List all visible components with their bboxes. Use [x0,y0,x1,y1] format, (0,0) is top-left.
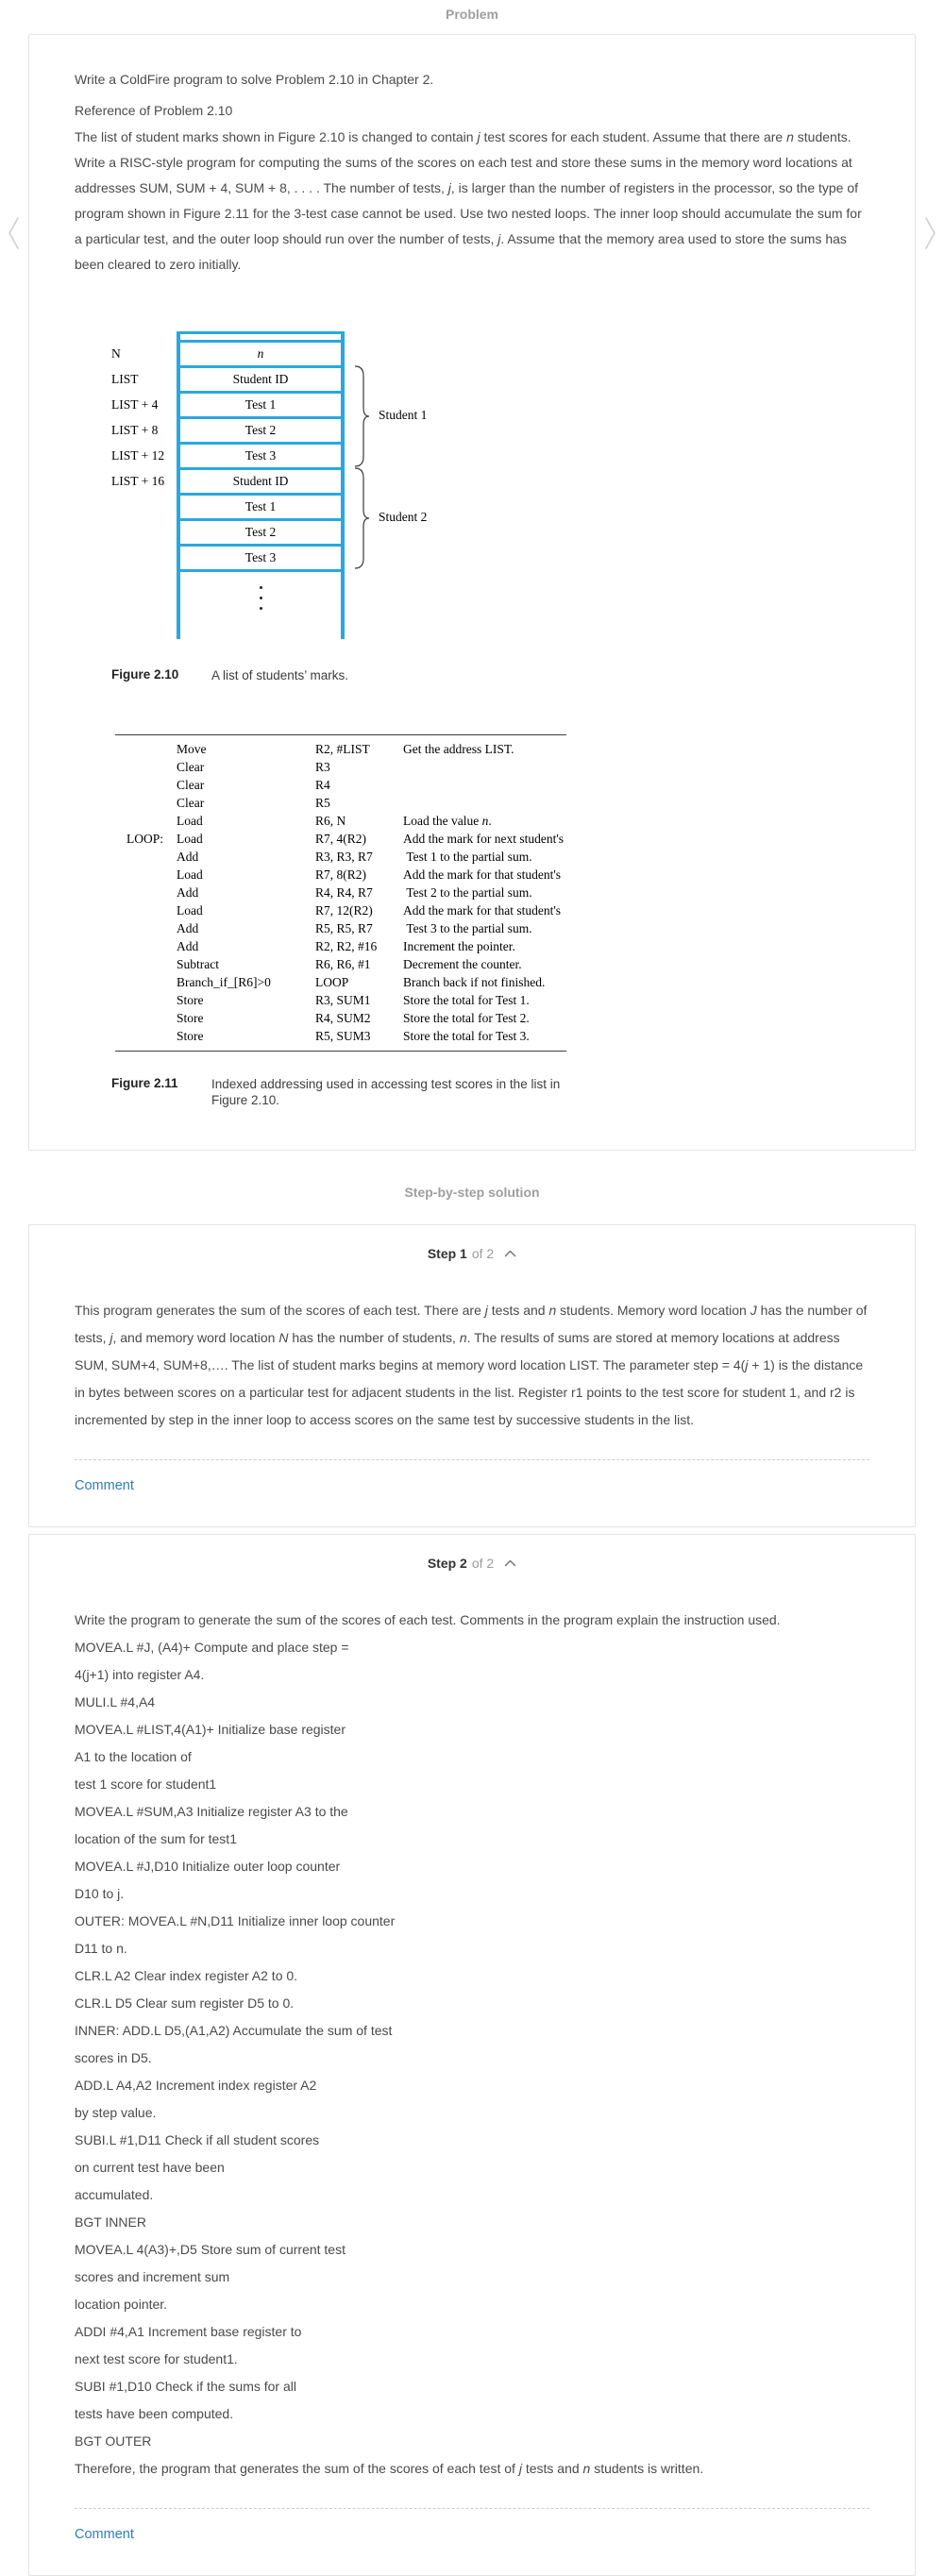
code-operands: R7, 4(R2) [315,832,366,846]
problem-section-title: Problem [445,7,498,22]
code-mnemonic: Add [177,885,199,900]
memory-cell: n [177,340,345,365]
solution-line: BGT INNER [75,2214,146,2230]
code-operands: R5, SUM3 [315,1029,371,1043]
solution-line: D10 to j. [75,1886,125,1901]
problem-body: The list of student marks shown in Figure 2.10 is changed to contain j test scores for each student. Assume that there are n students. Write a RISC-style program for computing the sums of the scores on each test and store these sums in the memory word locations at addresses SUM, SUM + 4, SUM + 8, . . . . The number of tests, j, is larger than the number of registers in the processor, so the type of program shown in Figure 2.11 for the 3-test case cannot be used. Use two nested loops. The inner loop should accumulate the sum for a particular test, and the outer loop should run over the number of tests, j. Assume that the memory area used to store the sums has been cleared to zero initially. [75,129,862,272]
solution-line: D11 to n. [75,1941,127,1956]
code-comment [403,794,566,812]
memory-cell: Test 2 [177,416,345,442]
code-comment: Decrement the counter. [403,957,522,971]
memory-address-label: LIST [111,372,139,386]
code-operands: LOOP [315,975,349,989]
code-comment: Store the total for Test 1. [403,993,530,1007]
solution-line: test 1 score for student1 [75,1776,217,1792]
code-operands: R2, R2, #16 [315,939,378,953]
student1-label: Student 1 [379,408,428,422]
code-row [115,919,566,937]
code-label [115,740,177,758]
step1-body: This program generates the sum of the scores of each test. There are j tests and n students. Memory word location J has the number of tests, j, and memory word location N has the number of students, n. The results of sums are stored at memory locations at address SUM, SUM+4, SUM+8,…. The list of student marks begins at memory word location LIST. The parameter step = 4(j + 1) is the distance in bytes between scores on a particular test for adjacent students in the list. Register r1 points to the test score for student 1, and r2 is incremented by step in the inner loop to access scores on the same test by successive students in the list. [75,1303,868,1427]
solution-line: SUBI #1,D10 Check if the sums for all [75,2379,296,2394]
solution-line: on current test have been [75,2160,225,2175]
memory-address-label [111,518,177,544]
solution-line: INNER: ADD.L D5,(A1,A2) Accumulate the sum of test [75,2023,393,2038]
memory-row [111,518,640,544]
code-mnemonic: Clear [177,778,205,792]
memory-row [111,391,640,416]
memory-address-label [111,493,177,518]
code-comment: Increment the pointer. [403,939,515,953]
code-mnemonic: Add [177,850,199,864]
code-row [115,991,566,1009]
solution-line: MULI.L #4,A4 [75,1694,156,1709]
memory-row [111,416,640,442]
figure-2-10-caption-text: A list of students’ marks. [211,668,349,682]
solution-line: SUBI.L #1,D11 Check if all student scores [75,2132,320,2147]
code-mnemonic: Add [177,921,199,935]
solution-section-title: Step-by-step solution [404,1185,540,1200]
code-operands: R5, R5, R7 [315,921,373,935]
student2-label: Student 2 [379,510,428,524]
solution-line: location of the sum for test1 [75,1831,237,1846]
code-mnemonic: Load [177,814,203,828]
step2-separator [75,2508,869,2509]
code-label [115,991,177,1009]
solution-line: location pointer. [75,2297,168,2312]
step2-title: Step 2 [427,1556,467,1571]
code-row [115,848,566,866]
solution-line: 4(j+1) into register A4. [75,1667,205,1682]
code-operands: R3, R3, R7 [315,850,373,864]
code-row [115,901,566,919]
step2-header [75,1554,869,1571]
code-row [115,955,566,973]
step1-count: of 2 [471,1246,495,1261]
code-row [115,794,566,812]
code-operands: R7, 8(R2) [315,867,366,882]
code-mnemonic: Clear [177,760,205,774]
code-operands: R4, SUM2 [315,1011,371,1025]
memory-address-label: LIST + 4 [111,397,159,412]
code-row [115,830,566,848]
solution-line: MOVEA.L 4(A3)+,D5 Store sum of current test [75,2242,346,2257]
code-label [115,919,177,937]
code-comment [403,776,566,794]
code-comment: Get the address LIST. [403,742,514,756]
memory-row [111,365,640,391]
code-mnemonic: Load [177,903,203,918]
memory-address-label: N [111,346,121,361]
memory-diagram-rows [111,340,640,569]
step1-header [75,1244,869,1261]
solution-line: BGT OUTER [75,2433,152,2449]
code-comment: Store the total for Test 3. [403,1029,530,1043]
code-operands: R5 [315,796,330,810]
code-label [115,794,177,812]
code-row [115,776,566,794]
memory-cell: Test 3 [177,544,345,569]
step1-title: Step 1 [427,1246,467,1261]
memory-row [111,442,640,467]
next-problem-icon[interactable] [920,215,939,251]
step2-card [28,1534,916,2576]
solution-line: next test score for student1. [75,2351,238,2366]
code-mnemonic: Load [177,832,203,846]
code-comment: Add the mark for that student's [403,867,562,882]
code-comment [403,758,566,776]
solution-line: ADD.L A4,A2 Increment index register A2 [75,2078,317,2093]
solution-line: scores and increment sum [75,2269,230,2284]
code-comment: Load the value n. [403,814,492,828]
step2-body [75,1607,869,2483]
solution-line: tests have been computed. [75,2406,234,2421]
memory-column-continuation [111,569,640,639]
solution-line: MOVEA.L #LIST,4(A1)+ Initialize base register [75,1722,346,1737]
student2-brace [354,467,370,569]
memory-row [111,467,640,493]
memory-row [111,493,640,518]
code-comment: Test 1 to the partial sum. [403,850,532,864]
step1-separator [75,1459,869,1460]
code-mnemonic: Add [177,939,199,953]
memory-cell: Test 1 [177,391,345,416]
code-row [115,812,566,830]
solution-line: scores in D5. [75,2050,152,2065]
memory-cell: Test 3 [177,442,345,467]
figure-2-10-caption-label: Figure 2.10 [111,667,179,682]
code-comment: Store the total for Test 2. [403,1011,530,1025]
code-label [115,973,177,991]
step1-collapse-chevron-up-icon[interactable] [504,1250,516,1257]
memory-cell: Test 2 [177,518,345,544]
code-operands: R3, SUM1 [315,993,371,1007]
code-label [115,758,177,776]
step1-card [28,1224,916,1527]
code-label [115,776,177,794]
code-label [115,1027,177,1045]
figure-2-10-caption [111,667,869,683]
code-operands: R4, R4, R7 [315,885,373,900]
code-operands: R2, #LIST [315,742,370,756]
code-row [115,740,566,758]
problem-card [28,34,916,1151]
memory-cell: Test 1 [177,493,345,518]
figure-2-11-caption-label: Figure 2.11 [111,1076,178,1090]
code-comment: Add the mark for next student's [403,832,565,846]
solution-line: MOVEA.L #SUM,A3 Initialize register A3 to the [75,1804,348,1819]
solution-line: by step value. [75,2105,157,2120]
solution-line: MOVEA.L #J,D10 Initialize outer loop counter [75,1859,341,1874]
figure-2-10-diagram [111,331,640,639]
solution-line: OUTER: MOVEA.L #N,D11 Initialize inner loop counter [75,1913,396,1928]
memory-row [111,544,640,569]
memory-row [111,340,640,365]
code-row [115,866,566,884]
code-mnemonic: Store [177,993,204,1007]
code-operands: R6, R6, #1 [315,957,371,971]
step1-comment-link[interactable]: Comment [75,1478,134,1493]
solution-line: CLR.L A2 Clear index register A2 to 0. [75,1968,298,1983]
code-label [115,848,177,866]
problem-reference: Reference of Problem 2.10 [75,103,233,118]
code-comment: Test 3 to the partial sum. [403,921,532,935]
code-label [115,1009,177,1027]
prev-problem-icon[interactable] [5,215,24,251]
problem-intro: Write a ColdFire program to solve Problem 2.10 in Chapter 2. [75,72,434,87]
code-row [115,973,566,991]
code-row [115,758,566,776]
code-comment: Branch back if not finished. [403,975,546,989]
code-label [115,884,177,901]
memory-address-label [111,544,177,569]
code-row [115,884,566,901]
solution-line: A1 to the location of [75,1749,192,1764]
solution-line: CLR.L D5 Clear sum register D5 to 0. [75,1995,295,2011]
code-label [115,955,177,973]
code-label [115,812,177,830]
figure-2-11-code-listing [115,734,566,1052]
code-operands: R6, N [315,814,346,828]
code-operands: R3 [315,760,330,774]
code-operands: R4 [315,778,330,792]
code-mnemonic: Move [177,742,207,756]
memory-cell: Student ID [177,365,345,391]
step2-comment-link[interactable]: Comment [75,2527,134,2542]
code-comment: Add the mark for that student's [403,903,562,918]
figure-2-11-caption [111,1076,869,1108]
memory-address-label: LIST + 8 [111,423,159,437]
code-mnemonic: Store [177,1029,204,1043]
code-mnemonic: Load [177,867,203,882]
code-mnemonic: Clear [177,796,205,810]
solution-line: Therefore, the program that generates the sum of the scores of each test of j tests and n students is written. [75,2461,704,2476]
code-row [115,1009,566,1027]
code-mnemonic: Store [177,1011,204,1025]
student1-brace [354,365,370,467]
step2-collapse-chevron-up-icon[interactable] [504,1559,516,1567]
memory-column-top-cap [111,331,640,340]
solution-line: ADDI #4,A1 Increment base register to [75,2324,302,2339]
solution-line: Write the program to generate the sum of the scores of each test. Comments in the program explain the instruction used. [75,1612,781,1627]
figure-2-11-caption-text: Indexed addressing used in accessing test scores in the list in Figure 2.10. [211,1077,561,1107]
code-operands: R7, 12(R2) [315,903,373,918]
code-rows [115,740,566,1045]
code-label [115,901,177,919]
code-label [115,937,177,955]
memory-address-label: LIST + 16 [111,474,165,488]
memory-address-label: LIST + 12 [111,448,165,463]
ellipsis-dots [260,586,262,610]
step2-count: of 2 [471,1556,495,1571]
code-label [115,866,177,884]
code-label: LOOP: [126,832,164,846]
code-row [115,1027,566,1045]
code-mnemonic: Subtract [177,957,219,971]
memory-cell: Student ID [177,467,345,493]
solution-line: accumulated. [75,2187,154,2202]
code-comment: Test 2 to the partial sum. [403,885,532,900]
solution-line: MOVEA.L #J, (A4)+ Compute and place step = [75,1640,349,1655]
code-row [115,937,566,955]
code-mnemonic: Branch_if_[R6]>0 [177,975,271,989]
